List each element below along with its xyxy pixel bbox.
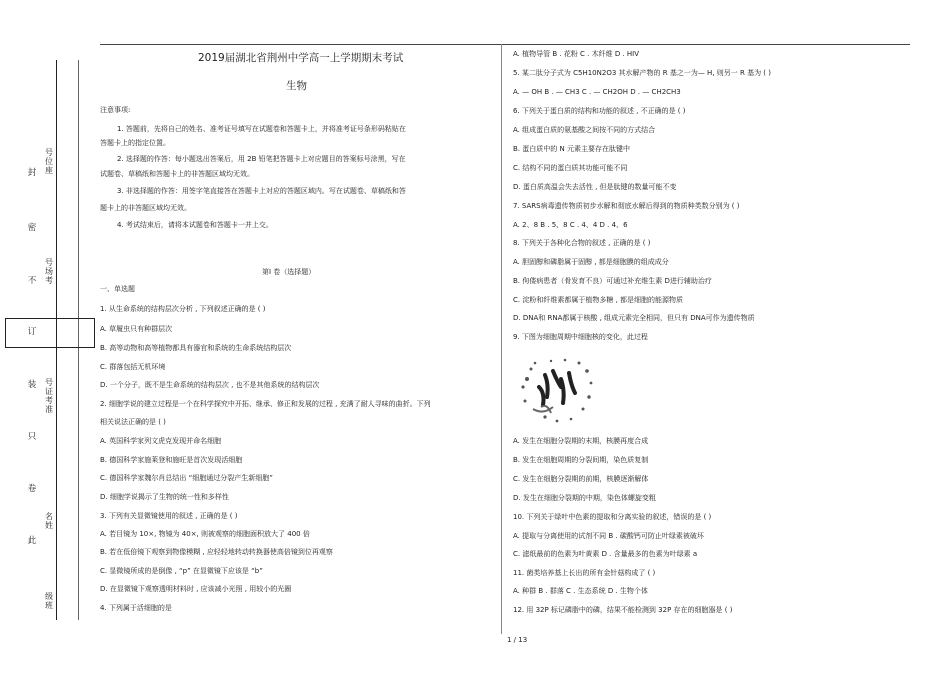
question-option: B. 佝偻病患者（骨发育不良）可通过补充维生素 D进行辅助治疗 — [513, 277, 712, 285]
question-stem: 7. SARS病毒遗传物质初步水解和彻底水解后得到的物质种类数分别为 ( ) — [513, 202, 740, 210]
note-line: 4. 考试结束后，请将本试题卷和答题卡一并上交。 — [117, 221, 273, 229]
question-option: C. 发生在细胞分裂期的前期，核膜逐渐解体 — [513, 475, 649, 483]
class-label: 级班 — [45, 592, 53, 610]
question-stem: 12. 用 32P 标记磷脂中的磷，结果不能检测到 32P 存在的细胞器是 ( ) — [513, 606, 733, 614]
binding-char: 不 — [27, 276, 37, 286]
binding-box — [5, 318, 95, 348]
question-stem: 6. 下列关于蛋白质的结构和功能的叙述 , 不正确的是 ( ) — [513, 107, 686, 115]
question-option: C. 群落包括无机环境 — [100, 363, 166, 371]
question-option: A. 胆固醇和磷脂属于固醇 , 都是细胞膜的组成成分 — [513, 258, 669, 266]
binding-char: 密 — [27, 223, 37, 233]
question-option: 相关说法正确的是 ( ) — [100, 418, 166, 426]
question-option: D. 一个分子，既不是生命系统的结构层次 , 也不是其他系统的结构层次 — [100, 381, 320, 389]
binding-char: 此 — [27, 536, 37, 546]
question-option: A. 发生在细胞分裂期的末期，核膜再度合成 — [513, 437, 649, 445]
note-line: 答题卡上的指定位置。 — [100, 139, 170, 147]
question-option: A. 若目镜为 10×, 物镜为 40×, 则被观察的细胞面积放大了 400 倍 — [100, 530, 310, 538]
question-option: B. 高等动物和高等植物都具有器官和系统的生命系统结构层次 — [100, 344, 292, 352]
question-option: D. 细胞学说揭示了生物的统一性和多样性 — [100, 493, 229, 501]
page-number: 1 / 13 — [507, 636, 528, 644]
question-option: C. 淀粉和纤维素都属于植物多糖 , 都是细胞的能源物质 — [513, 296, 684, 304]
exam-room-label: 号场考 — [45, 258, 53, 285]
notes-heading: 注意事项: — [100, 106, 131, 114]
question-option: D. 在显微镜下观察透明材料时 , 应该减小光照 , 用较小的光圈 — [100, 585, 292, 593]
question-option: A. 种群 B . 群落 C . 生态系统 D . 生物个体 — [513, 587, 648, 595]
question-stem: 4. 下列属于活细胞的是 — [100, 604, 172, 612]
top-rule — [100, 44, 910, 45]
question-option: A. 组成蛋白质的氨基酸之间按不同的方式结合 — [513, 126, 656, 134]
note-line: 2. 选择题的作答：每小题选出答案后，用 2B 铅笔把答题卡上对应题目的答案标号涂黑，写在 — [117, 155, 406, 163]
binding-char: 封 — [27, 168, 37, 178]
binding-char: 订 — [27, 327, 37, 337]
question-stem: 10. 下列关于绿叶中色素的提取和分离实验的叙述，错误的是 ( ) — [513, 513, 712, 521]
question-option: B. 蛋白质中的 N 元素主要存在肽键中 — [513, 145, 630, 153]
question-stem: 9. 下图为细胞周期中细胞核的变化，此过程 — [513, 333, 648, 341]
cell-nucleus-figure — [517, 357, 597, 427]
question-option: D. 发生在细胞分裂期的中期，染色体螺旋变粗 — [513, 494, 656, 502]
binding-char: 只 — [27, 432, 37, 442]
note-line: 1. 答题前，先将自己的姓名、准考证号填写在试题卷和答题卡上，并将准考证号条形码粘贴在 — [117, 125, 406, 133]
note-line: 试题卷、草稿纸和答题卡上的非答题区域均无效。 — [100, 170, 254, 178]
question-option: A. 草履虫只有种群层次 — [100, 325, 173, 333]
question-stem: 8. 下列关于各种化合物的叙述 , 正确的是 ( ) — [513, 239, 651, 247]
question-option: A. 植物导管 B . 花粉 C . 木纤维 D . HIV — [513, 50, 640, 58]
question-stem: 5. 某二肽分子式为 C5H10N2O3 其水解产物的 R 基之一为— H, 则另一 R 基为 ( ) — [513, 69, 771, 77]
column-divider — [501, 44, 502, 634]
question-option: C. 滤纸最前的色素为叶黄素 D . 含量最多的色素为叶绿素 a — [513, 550, 698, 558]
name-label: 名姓 — [45, 512, 53, 530]
question-option: C. 结构不同的蛋白质其功能可能不同 — [513, 164, 628, 172]
question-option: A. — OH B . — CH3 C . — CH2OH D . — CH2CH3 — [513, 88, 681, 96]
note-line: 题卡上的非答题区域均无效。 — [100, 204, 191, 212]
question-stem: 1. 从生命系统的结构层次分析 , 下列叙述正确的是 ( ) — [100, 305, 266, 313]
part-heading: 第Ⅰ 卷（选择题） — [262, 268, 316, 276]
subject-title: 生物 — [286, 80, 307, 92]
question-option: A. 2、8 B . 5、8 C . 4、4 D . 4、6 — [513, 221, 628, 229]
binding-char: 卷 — [27, 484, 37, 494]
admission-number-label: 号证考准 — [45, 378, 53, 414]
question-option: A. 提取与分离使用的试剂不同 B . 碳酸钙可防止叶绿素被破坏 — [513, 532, 704, 540]
question-stem: 2. 细胞学说的建立过程是一个在科学探究中开拓、继承、修正和发展的过程 , 充满了耐人寻味的曲折。下列 — [100, 400, 431, 408]
question-option: B. 发生在细胞周期的分裂间期，染色质复制 — [513, 456, 649, 464]
binding-char: 装 — [27, 380, 37, 390]
question-option: C. 德国科学家魏尔肖总结出 “细胞通过分裂产生新细胞” — [100, 474, 273, 482]
question-option: D. 蛋白质高温会失去活性 , 但是肽键的数量可能不变 — [513, 183, 677, 191]
question-option: B. 若在低倍镜下观察到物像模糊 , 应轻轻地转动转换器使高倍镜到位再观察 — [100, 548, 333, 556]
question-option: D. DNA和 RNA都属于核酸 , 组成元素完全相同，但只有 DNA可作为遗传物质 — [513, 314, 755, 322]
question-stem: 11. 菌类培养基上长出的所有金针菇构成了 ( ) — [513, 569, 656, 577]
exam-title: 2019届湖北省荆州中学高一上学期期末考试 — [198, 52, 404, 64]
note-line: 3. 非选择题的作答：用签字笔直接答在答题卡上对应的答题区域内。写在试题卷、草稿纸和答 — [117, 187, 406, 195]
question-type-heading: 一、单选题 — [100, 285, 135, 293]
question-stem: 3. 下列有关显微镜使用的叙述 , 正确的是 ( ) — [100, 512, 238, 520]
question-option: C. 显微镜所成的是倒像 , “p” 在显微镜下应该是 “b” — [100, 567, 263, 575]
question-option: B. 德国科学家施莱登和施旺是首次发现活细胞 — [100, 456, 243, 464]
seat-number-label: 号位座 — [45, 148, 53, 175]
question-option: A. 英国科学家列文虎克发现并命名细胞 — [100, 437, 222, 445]
